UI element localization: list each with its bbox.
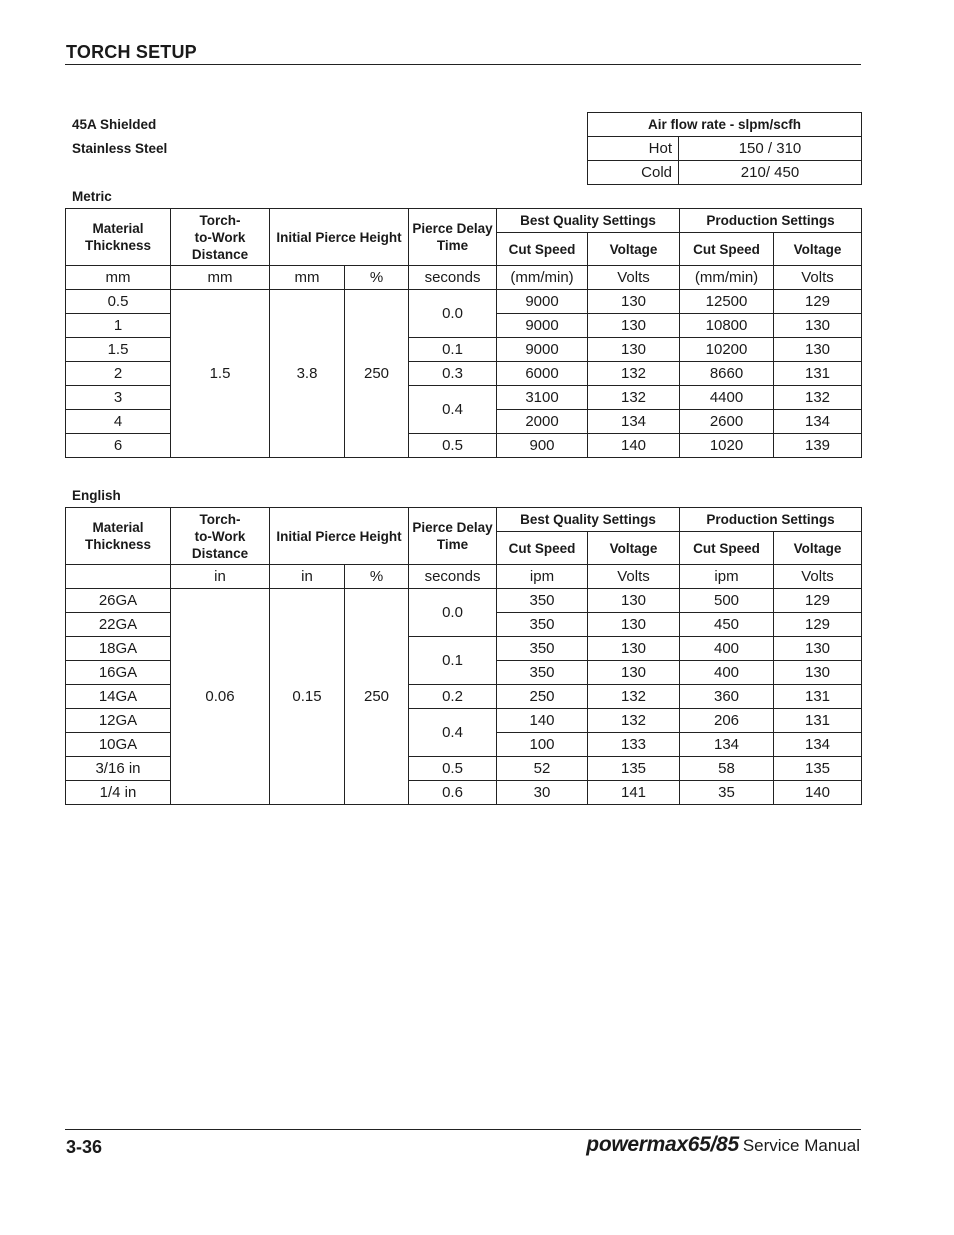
best-cut-speed-cell: 52 xyxy=(497,757,588,781)
prod-voltage-cell: 139 xyxy=(774,434,862,458)
cut-speed-header: Cut Speed xyxy=(680,233,774,266)
metric-table xyxy=(65,208,862,458)
prod-cut-speed-cell: 35 xyxy=(680,781,774,805)
manual-title xyxy=(586,1133,860,1157)
best-voltage-cell: 130 xyxy=(588,589,680,613)
prod-voltage-cell: 131 xyxy=(774,709,862,733)
prod-cut-speed-cell: 400 xyxy=(680,637,774,661)
thickness-cell: 3/16 in xyxy=(66,757,171,781)
torch-header-line: to-Work xyxy=(194,528,246,544)
best-cut-speed-cell: 350 xyxy=(497,637,588,661)
air-flow-row-value: 150 / 310 xyxy=(679,137,862,161)
best-voltage-cell: 135 xyxy=(588,757,680,781)
thickness-cell: 0.5 xyxy=(66,290,171,314)
torch-header-line: Torch- xyxy=(199,511,241,527)
unit-cell xyxy=(66,565,171,589)
air-flow-row-label: Cold xyxy=(588,161,679,185)
unit-cell: mm xyxy=(66,266,171,290)
torch-header-line: Torch- xyxy=(199,212,241,228)
torch-distance-cell: 1.5 xyxy=(171,290,270,458)
best-cut-speed-cell: 900 xyxy=(497,434,588,458)
prod-cut-speed-cell: 360 xyxy=(680,685,774,709)
torch-to-work-header xyxy=(171,209,270,266)
prod-cut-speed-cell: 206 xyxy=(680,709,774,733)
thickness-cell: 1/4 in xyxy=(66,781,171,805)
pierce-delay-cell: 0.1 xyxy=(409,637,497,685)
prod-cut-speed-cell: 10200 xyxy=(680,338,774,362)
best-voltage-cell: 130 xyxy=(588,637,680,661)
production-header: Production Settings xyxy=(680,508,862,532)
best-voltage-cell: 130 xyxy=(588,314,680,338)
best-cut-speed-cell: 350 xyxy=(497,661,588,685)
cut-speed-header: Cut Speed xyxy=(497,532,588,565)
torch-header-line: Distance xyxy=(191,545,249,561)
pierce-delay-cell: 0.6 xyxy=(409,781,497,805)
prod-cut-speed-cell: 500 xyxy=(680,589,774,613)
best-voltage-cell: 132 xyxy=(588,386,680,410)
thickness-cell: 3 xyxy=(66,386,171,410)
material-label: Stainless Steel xyxy=(72,141,168,156)
pierce-percent-cell: 250 xyxy=(345,589,409,805)
unit-cell: in xyxy=(171,565,270,589)
torch-header-line: Distance xyxy=(191,246,249,262)
thickness-cell: 6 xyxy=(66,434,171,458)
best-voltage-cell: 130 xyxy=(588,613,680,637)
metric-label: Metric xyxy=(72,189,112,204)
voltage-header: Voltage xyxy=(774,532,862,565)
torch-distance-cell: 0.06 xyxy=(171,589,270,805)
thickness-cell: 1.5 xyxy=(66,338,171,362)
unit-cell: ipm xyxy=(497,565,588,589)
best-cut-speed-cell: 9000 xyxy=(497,290,588,314)
prod-voltage-cell: 134 xyxy=(774,733,862,757)
cut-speed-header: Cut Speed xyxy=(497,233,588,266)
prod-voltage-cell: 135 xyxy=(774,757,862,781)
prod-cut-speed-cell: 4400 xyxy=(680,386,774,410)
thickness-cell: 14GA xyxy=(66,685,171,709)
unit-cell: % xyxy=(345,565,409,589)
pierce-percent-cell: 250 xyxy=(345,290,409,458)
best-voltage-cell: 134 xyxy=(588,410,680,434)
pierce-delay-cell: 0.5 xyxy=(409,757,497,781)
pierce-delay-cell: 0.0 xyxy=(409,290,497,338)
thickness-cell: 18GA xyxy=(66,637,171,661)
header-rule xyxy=(65,64,861,65)
english-label: English xyxy=(72,488,121,503)
prod-cut-speed-cell: 450 xyxy=(680,613,774,637)
best-cut-speed-cell: 6000 xyxy=(497,362,588,386)
pierce-delay-cell: 0.4 xyxy=(409,709,497,757)
pierce-delay-cell: 0.2 xyxy=(409,685,497,709)
air-flow-row-value: 210/ 450 xyxy=(679,161,862,185)
prod-voltage-cell: 132 xyxy=(774,386,862,410)
thickness-cell: 10GA xyxy=(66,733,171,757)
thickness-cell: 22GA xyxy=(66,613,171,637)
best-cut-speed-cell: 140 xyxy=(497,709,588,733)
pierce-delay-header: Pierce Delay Time xyxy=(409,508,497,565)
prod-cut-speed-cell: 10800 xyxy=(680,314,774,338)
pierce-delay-cell: 0.5 xyxy=(409,434,497,458)
unit-cell: Volts xyxy=(588,266,680,290)
best-voltage-cell: 130 xyxy=(588,290,680,314)
thickness-cell: 4 xyxy=(66,410,171,434)
best-voltage-cell: 130 xyxy=(588,338,680,362)
unit-cell: Volts xyxy=(774,266,862,290)
best-cut-speed-cell: 350 xyxy=(497,589,588,613)
best-quality-header: Best Quality Settings xyxy=(497,209,680,233)
production-header: Production Settings xyxy=(680,209,862,233)
unit-cell: seconds xyxy=(409,266,497,290)
air-flow-row-label: Hot xyxy=(588,137,679,161)
prod-voltage-cell: 130 xyxy=(774,637,862,661)
prod-cut-speed-cell: 1020 xyxy=(680,434,774,458)
thickness-cell: 26GA xyxy=(66,589,171,613)
material-thickness-header: Material Thickness xyxy=(66,508,171,565)
voltage-header: Voltage xyxy=(774,233,862,266)
table-row xyxy=(66,589,862,613)
best-cut-speed-cell: 9000 xyxy=(497,314,588,338)
torch-header-line: to-Work xyxy=(194,229,246,245)
pierce-delay-cell: 0.1 xyxy=(409,338,497,362)
prod-voltage-cell: 140 xyxy=(774,781,862,805)
voltage-header: Voltage xyxy=(588,532,680,565)
prod-voltage-cell: 131 xyxy=(774,685,862,709)
prod-cut-speed-cell: 134 xyxy=(680,733,774,757)
torch-to-work-header xyxy=(171,508,270,565)
best-cut-speed-cell: 30 xyxy=(497,781,588,805)
pierce-height-cell: 3.8 xyxy=(270,290,345,458)
best-voltage-cell: 133 xyxy=(588,733,680,757)
pierce-delay-cell: 0.0 xyxy=(409,589,497,637)
best-cut-speed-cell: 100 xyxy=(497,733,588,757)
unit-cell: Volts xyxy=(588,565,680,589)
best-voltage-cell: 132 xyxy=(588,362,680,386)
initial-pierce-height-header: Initial Pierce Height xyxy=(270,508,409,565)
amperage-label: 45A Shielded xyxy=(72,117,157,132)
pierce-height-cell: 0.15 xyxy=(270,589,345,805)
manual-suffix: Service Manual xyxy=(742,1136,860,1155)
prod-voltage-cell: 129 xyxy=(774,290,862,314)
prod-voltage-cell: 129 xyxy=(774,613,862,637)
english-table xyxy=(65,507,862,805)
unit-cell: (mm/min) xyxy=(680,266,774,290)
unit-cell: mm xyxy=(171,266,270,290)
thickness-cell: 1 xyxy=(66,314,171,338)
best-cut-speed-cell: 9000 xyxy=(497,338,588,362)
best-voltage-cell: 140 xyxy=(588,434,680,458)
best-quality-header: Best Quality Settings xyxy=(497,508,680,532)
best-voltage-cell: 132 xyxy=(588,685,680,709)
unit-cell: Volts xyxy=(774,565,862,589)
prod-voltage-cell: 129 xyxy=(774,589,862,613)
material-thickness-header: Material Thickness xyxy=(66,209,171,266)
footer-rule xyxy=(65,1129,861,1130)
best-voltage-cell: 130 xyxy=(588,661,680,685)
thickness-cell: 2 xyxy=(66,362,171,386)
air-flow-table xyxy=(587,112,862,185)
best-cut-speed-cell: 350 xyxy=(497,613,588,637)
unit-cell: ipm xyxy=(680,565,774,589)
unit-cell: seconds xyxy=(409,565,497,589)
initial-pierce-height-header: Initial Pierce Height xyxy=(270,209,409,266)
unit-cell: (mm/min) xyxy=(497,266,588,290)
best-cut-speed-cell: 3100 xyxy=(497,386,588,410)
best-cut-speed-cell: 2000 xyxy=(497,410,588,434)
pierce-delay-cell: 0.3 xyxy=(409,362,497,386)
brand-logo: powermax65/85 xyxy=(586,1133,739,1156)
prod-cut-speed-cell: 400 xyxy=(680,661,774,685)
best-cut-speed-cell: 250 xyxy=(497,685,588,709)
prod-cut-speed-cell: 8660 xyxy=(680,362,774,386)
thickness-cell: 16GA xyxy=(66,661,171,685)
prod-voltage-cell: 131 xyxy=(774,362,862,386)
prod-voltage-cell: 134 xyxy=(774,410,862,434)
best-voltage-cell: 132 xyxy=(588,709,680,733)
unit-cell: % xyxy=(345,266,409,290)
prod-cut-speed-cell: 58 xyxy=(680,757,774,781)
table-row xyxy=(66,290,862,314)
prod-voltage-cell: 130 xyxy=(774,661,862,685)
unit-cell: mm xyxy=(270,266,345,290)
prod-cut-speed-cell: 12500 xyxy=(680,290,774,314)
pierce-delay-header: Pierce Delay Time xyxy=(409,209,497,266)
thickness-cell: 12GA xyxy=(66,709,171,733)
prod-voltage-cell: 130 xyxy=(774,314,862,338)
pierce-delay-cell: 0.4 xyxy=(409,386,497,434)
prod-voltage-cell: 130 xyxy=(774,338,862,362)
voltage-header: Voltage xyxy=(588,233,680,266)
prod-cut-speed-cell: 2600 xyxy=(680,410,774,434)
page-number: 3-36 xyxy=(66,1137,103,1157)
best-voltage-cell: 141 xyxy=(588,781,680,805)
air-flow-title: Air flow rate - slpm/scfh xyxy=(588,113,862,137)
cut-speed-header: Cut Speed xyxy=(680,532,774,565)
unit-cell: in xyxy=(270,565,345,589)
section-title: TORCH SETUP xyxy=(66,42,197,62)
